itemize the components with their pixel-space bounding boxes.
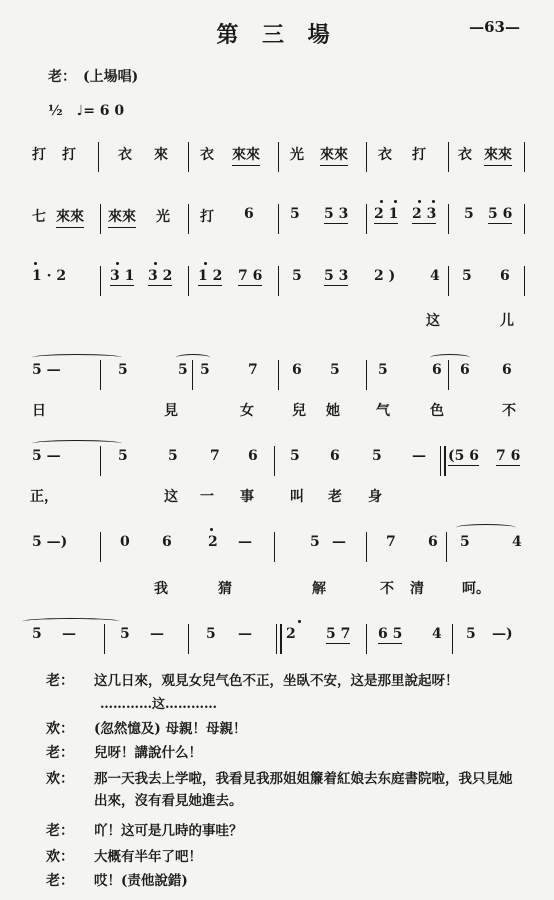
note-cell: 6 <box>244 206 254 222</box>
note-cell: 3 1 <box>110 268 135 284</box>
note-cell: 5 — <box>32 448 61 464</box>
dialogue-line: 那一天我去上学啦，我看見我那姐姐簾着紅娘去东庭書院啦，我只見她出來，沒有看見她進去。 <box>94 771 513 809</box>
note-cell: 衣 <box>458 147 472 163</box>
note-cell: 5 <box>120 626 130 642</box>
staff-row-3 <box>28 262 528 302</box>
page-number: —63— <box>469 18 520 36</box>
dialogue-line: 这几日來，观見女兒气色不正，坐臥不安，这是那里說起呀！ <box>94 673 459 689</box>
lyric: 身 <box>368 489 382 505</box>
dialogue-ellipsis: …………这………… <box>100 697 218 712</box>
speaker-label: 老： <box>46 745 74 761</box>
note-cell: — <box>62 626 76 642</box>
note-cell: (5 6 <box>448 448 479 464</box>
note-cell: 5 <box>460 534 470 550</box>
note-cell: 七 <box>32 209 46 225</box>
lyric: 呵。 <box>462 581 490 597</box>
note-cell: 衣 <box>118 147 132 163</box>
note-cell: 7 <box>210 448 220 464</box>
lyric: 老 <box>328 489 342 505</box>
dialogue-line: 大概有半年了吧！ <box>94 849 202 865</box>
note-cell: 5 <box>372 448 382 464</box>
lyric: 这 <box>164 489 178 505</box>
note-cell: 6 <box>428 534 438 550</box>
note-cell: 7 <box>386 534 396 550</box>
speaker-label: 老： <box>46 673 74 689</box>
note-cell: 4 <box>430 268 440 284</box>
page-title: 第 三 場 <box>216 23 338 48</box>
lyric: 不 <box>380 581 394 597</box>
note-cell: 6 <box>292 362 302 378</box>
staff-row-6 <box>28 528 528 568</box>
staff-row-7 <box>28 620 528 660</box>
note-cell: 衣 <box>200 147 214 163</box>
note-cell: 打 <box>412 147 426 163</box>
staff-row-1 <box>28 138 528 178</box>
speaker-label: 老： <box>46 873 74 889</box>
note-cell: 6 <box>162 534 172 550</box>
note-cell: 5 <box>466 626 476 642</box>
lyric: 气 <box>376 403 390 419</box>
note-cell: 7 6 <box>238 268 263 284</box>
staff-row-5 <box>28 442 528 482</box>
lyric: 清 <box>410 581 424 597</box>
note-cell: 2 ) <box>374 268 396 284</box>
note-cell: 6 <box>502 362 512 378</box>
lyric: 不 <box>502 403 516 419</box>
note-cell: 5 <box>118 362 128 378</box>
note-cell: 5 3 <box>324 206 349 222</box>
lyric: 女 <box>240 403 254 419</box>
note-cell: 5 <box>462 268 472 284</box>
staff-row-4 <box>28 356 528 396</box>
note-cell: 打 <box>62 147 76 163</box>
note-cell: 5 <box>178 362 188 378</box>
note-cell: 6 <box>432 362 442 378</box>
lyric: 見 <box>164 403 178 419</box>
note-cell: 2 <box>286 626 296 642</box>
note-cell: 7 <box>248 362 258 378</box>
note-cell: — <box>238 626 252 642</box>
note-cell: 5 — <box>32 362 61 378</box>
note-cell: 打 <box>32 147 46 163</box>
note-cell: — <box>238 534 252 550</box>
note-cell: 6 <box>500 268 510 284</box>
note-cell: 來 <box>154 147 168 163</box>
lyric: 日 <box>32 403 46 419</box>
speaker-label: 欢： <box>46 849 74 865</box>
note-cell: 衣 <box>378 147 392 163</box>
note-cell: 5 <box>330 362 340 378</box>
note-cell: 2 3 <box>412 206 437 222</box>
dialogue-line: 哎！(责他說錯) <box>94 873 188 889</box>
lyric: 叫 <box>290 489 304 505</box>
note-cell: —) <box>492 626 513 642</box>
note-cell: 5 —) <box>32 534 68 550</box>
lyric: 她 <box>326 403 340 419</box>
note-cell: 5 <box>206 626 216 642</box>
note-cell: 3 2 <box>148 268 173 284</box>
speaker-label: 欢： <box>46 771 74 787</box>
note-cell: 來來 <box>108 206 136 228</box>
note-cell: 5 <box>464 206 474 222</box>
staff-row-2 <box>28 200 528 240</box>
note-cell: 5 <box>168 448 178 464</box>
note-cell: 5 7 <box>326 626 351 642</box>
note-cell: 0 <box>120 534 130 550</box>
lyric: 解 <box>312 581 326 597</box>
note-cell: — <box>332 534 346 550</box>
lyric: 我 <box>154 581 168 597</box>
dialogue-line: 吖！这可是几時的事哇？ <box>94 823 243 839</box>
note-cell: 5 <box>378 362 388 378</box>
note-cell: 5 3 <box>324 268 349 284</box>
note-cell: 打 <box>200 209 214 225</box>
note-cell: 來來 <box>484 144 512 166</box>
lyric: 正， <box>30 489 58 505</box>
note-cell: 光 <box>290 147 304 163</box>
note-cell: 來來 <box>56 206 84 228</box>
tempo-marking: ½ ♩= 6 0 <box>48 103 125 119</box>
lyric: 儿 <box>500 313 514 329</box>
note-cell: 5 <box>290 448 300 464</box>
note-cell: 4 <box>432 626 442 642</box>
speaker-label: 欢： <box>46 721 74 737</box>
note-cell: 5 <box>290 206 300 222</box>
note-cell: 4 <box>512 534 522 550</box>
note-cell: — <box>150 626 164 642</box>
note-cell: 6 <box>248 448 258 464</box>
note-cell: 5 <box>118 448 128 464</box>
note-cell: 1 2 <box>198 268 223 284</box>
note-cell: 2 1 <box>374 206 399 222</box>
lyric: 事 <box>240 489 254 505</box>
note-cell: 5 <box>310 534 320 550</box>
note-cell: 5 <box>200 362 210 378</box>
note-cell: 來來 <box>232 144 260 166</box>
note-cell: 6 5 <box>378 626 403 642</box>
note-cell: 7 6 <box>496 448 521 464</box>
note-cell: — <box>412 448 426 464</box>
role-direction: 老： (上場唱) <box>48 69 139 85</box>
speaker-label: 老： <box>46 823 74 839</box>
note-cell: 5 <box>32 626 42 642</box>
dialogue-line: 兒呀！講說什么！ <box>94 745 202 761</box>
note-cell: 來來 <box>320 144 348 166</box>
note-cell: 5 <box>292 268 302 284</box>
note-cell: 6 <box>330 448 340 464</box>
note-cell: 5 6 <box>488 206 513 222</box>
note-cell: 2 <box>208 534 218 550</box>
note-cell: 1 · 2 <box>32 268 67 284</box>
lyric: 一 <box>200 489 214 505</box>
lyric: 兒 <box>292 403 306 419</box>
lyric: 这 <box>426 313 440 329</box>
note-cell: 光 <box>156 209 170 225</box>
dialogue-line: (忽然憶及) 母親！母親！ <box>94 721 247 737</box>
lyric: 色 <box>430 403 444 419</box>
lyric: 猜 <box>218 581 232 597</box>
note-cell: 6 <box>460 362 470 378</box>
